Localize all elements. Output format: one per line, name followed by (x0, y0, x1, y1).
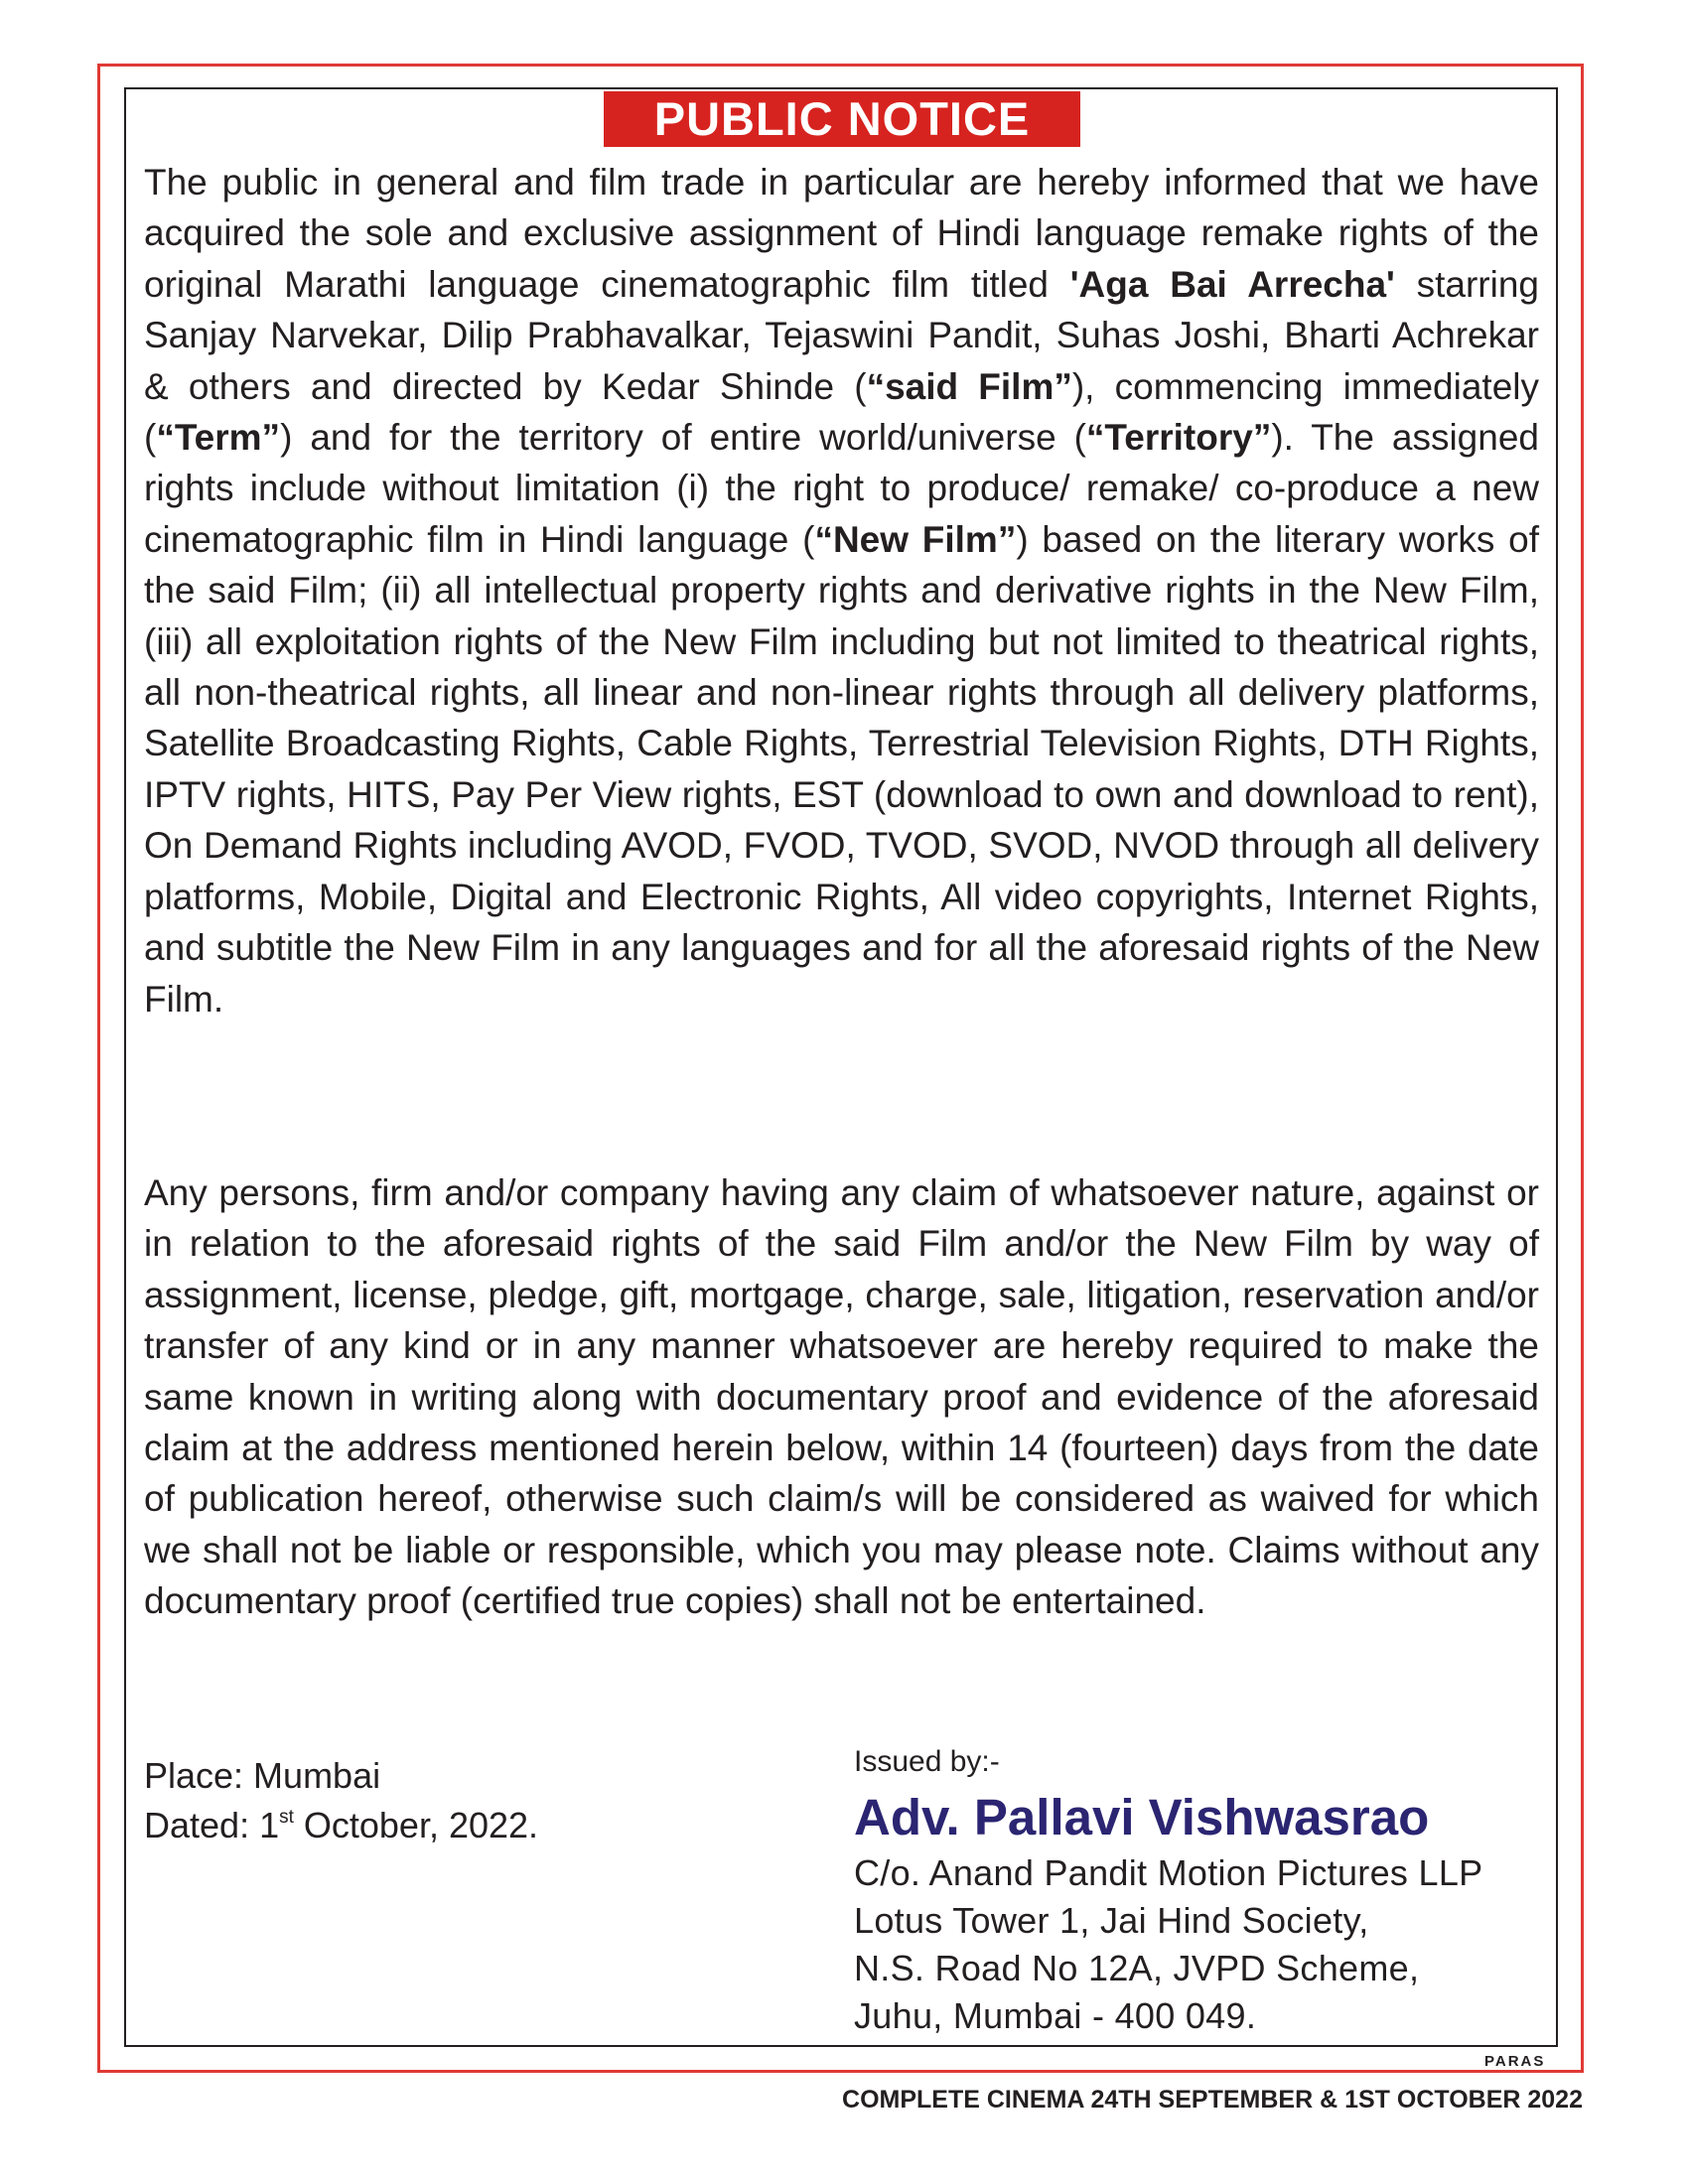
territory-term: “Territory” (1085, 417, 1272, 459)
issuer-block (854, 1742, 1549, 2040)
new-film-term: “New Film” (814, 518, 1017, 560)
address-line: Juhu, Mumbai - 400 049. (854, 1995, 1257, 2036)
issuer-address (854, 1849, 1549, 2040)
issuer-name: Adv. Pallavi Vishwasrao (854, 1789, 1430, 1845)
p1-after-term: ) and for the territory of entire world/universe ( (280, 417, 1086, 459)
date-line (144, 1801, 538, 1850)
said-film-term: “said Film” (866, 365, 1072, 407)
place-date-block (144, 1751, 538, 1850)
address-line: N.S. Road No 12A, JVPD Scheme, (854, 1948, 1420, 1988)
notice-paragraph-1 (144, 157, 1539, 1024)
term-term: “Term” (156, 417, 281, 459)
date-prefix: Dated: 1 (144, 1805, 280, 1845)
issued-by-label: Issued by:- (854, 1745, 1000, 1778)
p1-intro: The public in general and film trade in particular are hereby informed that we have acquired the sole and exclusive assignment of Hindi language remake rights of the original Marathi language cinematographic film titled (144, 162, 1539, 305)
p1-rest: ) based on the literary works of the said Film; (ii) all intellectual property rights and derivative rights in the New Film, (iii) all exploitation rights of the New Film including but not limited to theatrical rights, all non-theatrical rights, all linear and non-linear rights through all delivery platforms, Satellite Broadcasting Rights, Cable Rights, Terrestrial Television Rights, DTH Rights, IPTV rights, HITS, Pay Per View rights, EST (download to own and download to rent), On Demand Rights including AVOD, FVOD, TVOD, SVOD, NVOD through all delivery platforms, Mobile, Digital and Electronic Rights, All video copyrights, Internet Rights, and subtitle the New Film in any languages and for all the aforesaid rights of the New Film. (144, 518, 1539, 1020)
address-line: Lotus Tower 1, Jai Hind Society, (854, 1900, 1369, 1941)
film-title: 'Aga Bai Arrecha' (1069, 263, 1395, 305)
p1-after-title: starring Sanjay Narvekar, Dilip Prabhavalkar, Tejaswini Pandit, Suhas Joshi, Bharti Achrekar & others and directed by Kedar Shinde ( (144, 263, 1540, 407)
notice-paragraph-2: Any persons, firm and/or company having any claim of whatsoever nature, against or in relation to the aforesaid rights of the said Film and/or the New Film by way of assignment, license, pledge, gift, mortgage, charge, sale, litigation, reservation and/or transfer of any kind or in any manner whatsoever are hereby required to make the same known in writing along with documentary proof and evidence of the aforesaid claim at the address mentioned herein below, within 14 (fourteen) days from the date of publication hereof, otherwise such claim/s will be considered as waived for which we shall not be liable or responsible, which you may please note. Claims without any documentary proof (certified true copies) shall not be entertained. (144, 1172, 1539, 1622)
p1-after-territory: ). The assigned rights include without limitation (i) the right to produce/ remake/ co-produce a new cinematographic film in Hindi language ( (144, 417, 1539, 560)
date-ordinal: st (279, 1807, 294, 1828)
address-line: C/o. Anand Pandit Motion Pictures LLP (854, 1852, 1483, 1893)
publication-footer: COMPLETE CINEMA 24TH SEPTEMBER & 1ST OCTOBER 2022 (842, 2086, 1583, 2114)
notice-title: PUBLIC NOTICE (604, 91, 1080, 147)
place-line: Place: Mumbai (144, 1755, 381, 1796)
date-suffix: October, 2022. (293, 1805, 539, 1845)
agency-credit: PARAS (1484, 2053, 1546, 2070)
p1-after-said-film: ), commencing immediately ( (144, 365, 1539, 459)
